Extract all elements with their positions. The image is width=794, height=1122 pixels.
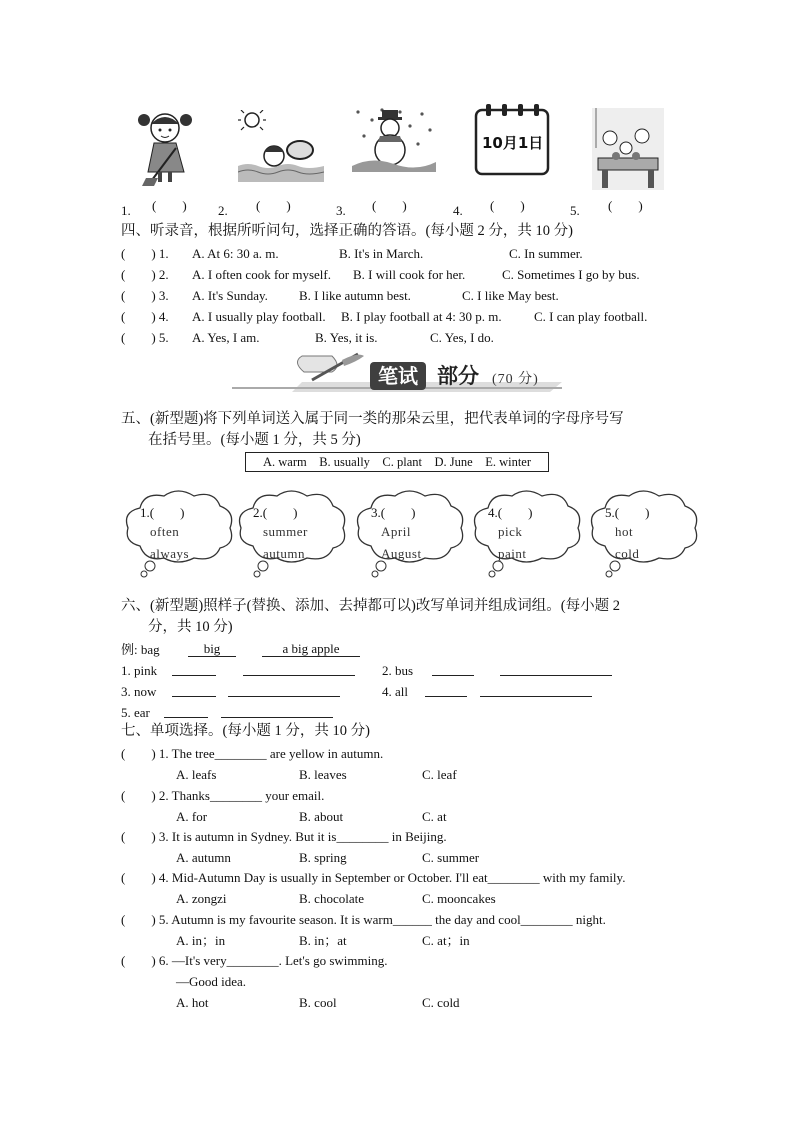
answer-blank[interactable] [432,675,474,676]
option-c: C. summer [422,850,480,865]
item-prefix: ( ) 2. [121,267,169,282]
option-b: B. spring [299,850,347,865]
section5-title-line1: 五、(新型题)将下列单词送入属于同一类的那朵云里，把代表单词的字母序号写 [121,411,624,427]
answer-blank[interactable] [425,696,467,697]
question-text: ( ) 2. Thanks________ your email. [121,788,325,803]
answer-paren[interactable]: ( ) [608,198,643,213]
option-a: A. I often cook for myself. [192,267,331,282]
option-a: A. At 6: 30 a. m. [192,246,279,261]
option-c: C. I like May best. [462,288,559,303]
cloud-word: paint [498,546,527,561]
cloud-word: August [381,546,422,561]
word-box: A. warm B. usually C. plant D. June E. winter [245,452,549,472]
cloud-word: cold [615,546,640,561]
question-text: ( ) 3. It is autumn in Sydney. But it is________ in Beijing. [121,829,447,844]
picture-number: 3. [336,203,346,218]
option-c: C. In summer. [509,246,583,261]
option-b: B. in；at [299,933,347,948]
option-b: B. chocolate [299,891,364,906]
option-b: B. It's in March. [339,246,424,261]
cloud-word: April [381,524,411,539]
question-response: —Good idea. [176,974,247,989]
question-text: ( ) 6. —It's very________. Let's go swimming. [121,953,388,968]
option-c: C. Sometimes I go by bus. [502,267,640,282]
question-text: ( ) 5. Autumn is my favourite season. It is warm______ the day and cool________ night. [121,912,606,927]
cloud-4 [468,486,586,578]
banner-title: 笔试 [370,362,426,390]
cloud-answer[interactable]: 2.( ) [253,505,298,520]
example-phrase: a big apple [262,642,360,657]
question-text: ( ) 1. The tree________ are yellow in autumn. [121,746,384,761]
calendar-date: 10月1日 [482,134,544,152]
answer-blank[interactable] [172,675,216,676]
option-c: C. at；in [422,933,470,948]
example-label: 例: bag [121,642,160,657]
banner-score: (70 分) [492,372,539,387]
answer-paren[interactable]: ( ) [490,198,525,213]
option-b: B. I play football at 4: 30 p. m. [341,309,502,324]
cloud-1 [120,486,238,578]
cloud-3 [351,486,469,578]
option-c: C. leaf [422,767,457,782]
scroll-quill-icon [297,354,364,380]
word-item: 2. bus [382,663,414,678]
cloud-answer[interactable]: 1.( ) [140,505,185,520]
answer-blank[interactable] [243,675,355,676]
option-a: A. I usually play football. [192,309,326,324]
answer-paren[interactable]: ( ) [372,198,407,213]
option-c: C. at [422,809,447,824]
item-prefix: ( ) 5. [121,330,169,345]
option-c: C. cold [422,995,460,1010]
item-prefix: ( ) 3. [121,288,169,303]
cloud-word: pick [498,524,523,539]
item-prefix: ( ) 4. [121,309,169,324]
option-a: A. autumn [176,850,231,865]
picture-number: 5. [570,203,580,218]
section4-title: 四、听录音，根据所听问句，选择正确的答语。(每小题 2 分，共 10 分) [121,223,573,239]
answer-blank[interactable] [164,717,208,718]
cloud-word: hot [615,524,634,539]
answer-blank[interactable] [480,696,592,697]
section6-title-line1: 六、(新型题)照样子(替换、添加、去掉都可以)改写单词并组成词组。(每小题 2 [121,598,621,614]
calendar-icon [472,104,552,181]
answer-blank[interactable] [221,717,333,718]
question-text: ( ) 4. Mid-Autumn Day is usually in September or October. I'll eat________ with my family. [121,870,626,885]
picture-number: 1. [121,203,131,218]
option-b: B. about [299,809,344,824]
word-item: 1. pink [121,663,158,678]
item-prefix: ( ) 1. [121,246,169,261]
option-a: A. It's Sunday. [192,288,268,303]
girl-sweeping-icon [136,108,194,191]
family-dinner-icon [592,108,664,195]
option-b: B. I will cook for her. [353,267,466,282]
section5-title-line2: 在括号里。(每小题 1 分，共 5 分) [148,432,361,448]
option-b: B. cool [299,995,337,1010]
option-a: A. for [176,809,208,824]
section6-title-line2: 分，共 10 分) [148,619,233,635]
answer-paren[interactable]: ( ) [152,198,187,213]
picture-number: 2. [218,203,228,218]
cloud-5 [585,486,703,578]
option-c: C. Yes, I do. [430,330,494,345]
example-word: big [188,642,236,657]
option-b: B. Yes, it is. [315,330,378,345]
cloud-word: always [150,546,190,561]
swimming-boy-icon [238,110,324,187]
cloud-answer[interactable]: 4.( ) [488,505,533,520]
cloud-word: often [150,524,180,539]
answer-blank[interactable] [500,675,612,676]
cloud-2 [233,486,351,578]
option-a: A. zongzi [176,891,227,906]
option-c: C. I can play football. [534,309,648,324]
cloud-answer[interactable]: 5.( ) [605,505,650,520]
word-item: 5. ear [121,705,150,720]
answer-blank[interactable] [228,696,340,697]
option-a: A. leafs [176,767,217,782]
cloud-word: autumn [263,546,305,561]
snowman-icon [352,106,436,177]
answer-blank[interactable] [172,696,216,697]
option-b: B. leaves [299,767,347,782]
cloud-word: summer [263,524,308,539]
option-a: A. Yes, I am. [192,330,260,345]
option-a: A. hot [176,995,209,1010]
answer-paren[interactable]: ( ) [256,198,291,213]
option-c: C. mooncakes [422,891,496,906]
picture-number: 4. [453,203,463,218]
cloud-shape-icon [468,486,586,578]
cloud-shape-icon [585,486,703,578]
word-item: 4. all [382,684,408,699]
option-b: B. I like autumn best. [299,288,411,303]
word-item: 3. now [121,684,157,699]
banner-subtitle: 部分 [437,364,479,388]
section7-title: 七、单项选择。(每小题 1 分，共 10 分) [121,723,370,739]
option-a: A. in；in [176,933,226,948]
cloud-answer[interactable]: 3.( ) [371,505,416,520]
